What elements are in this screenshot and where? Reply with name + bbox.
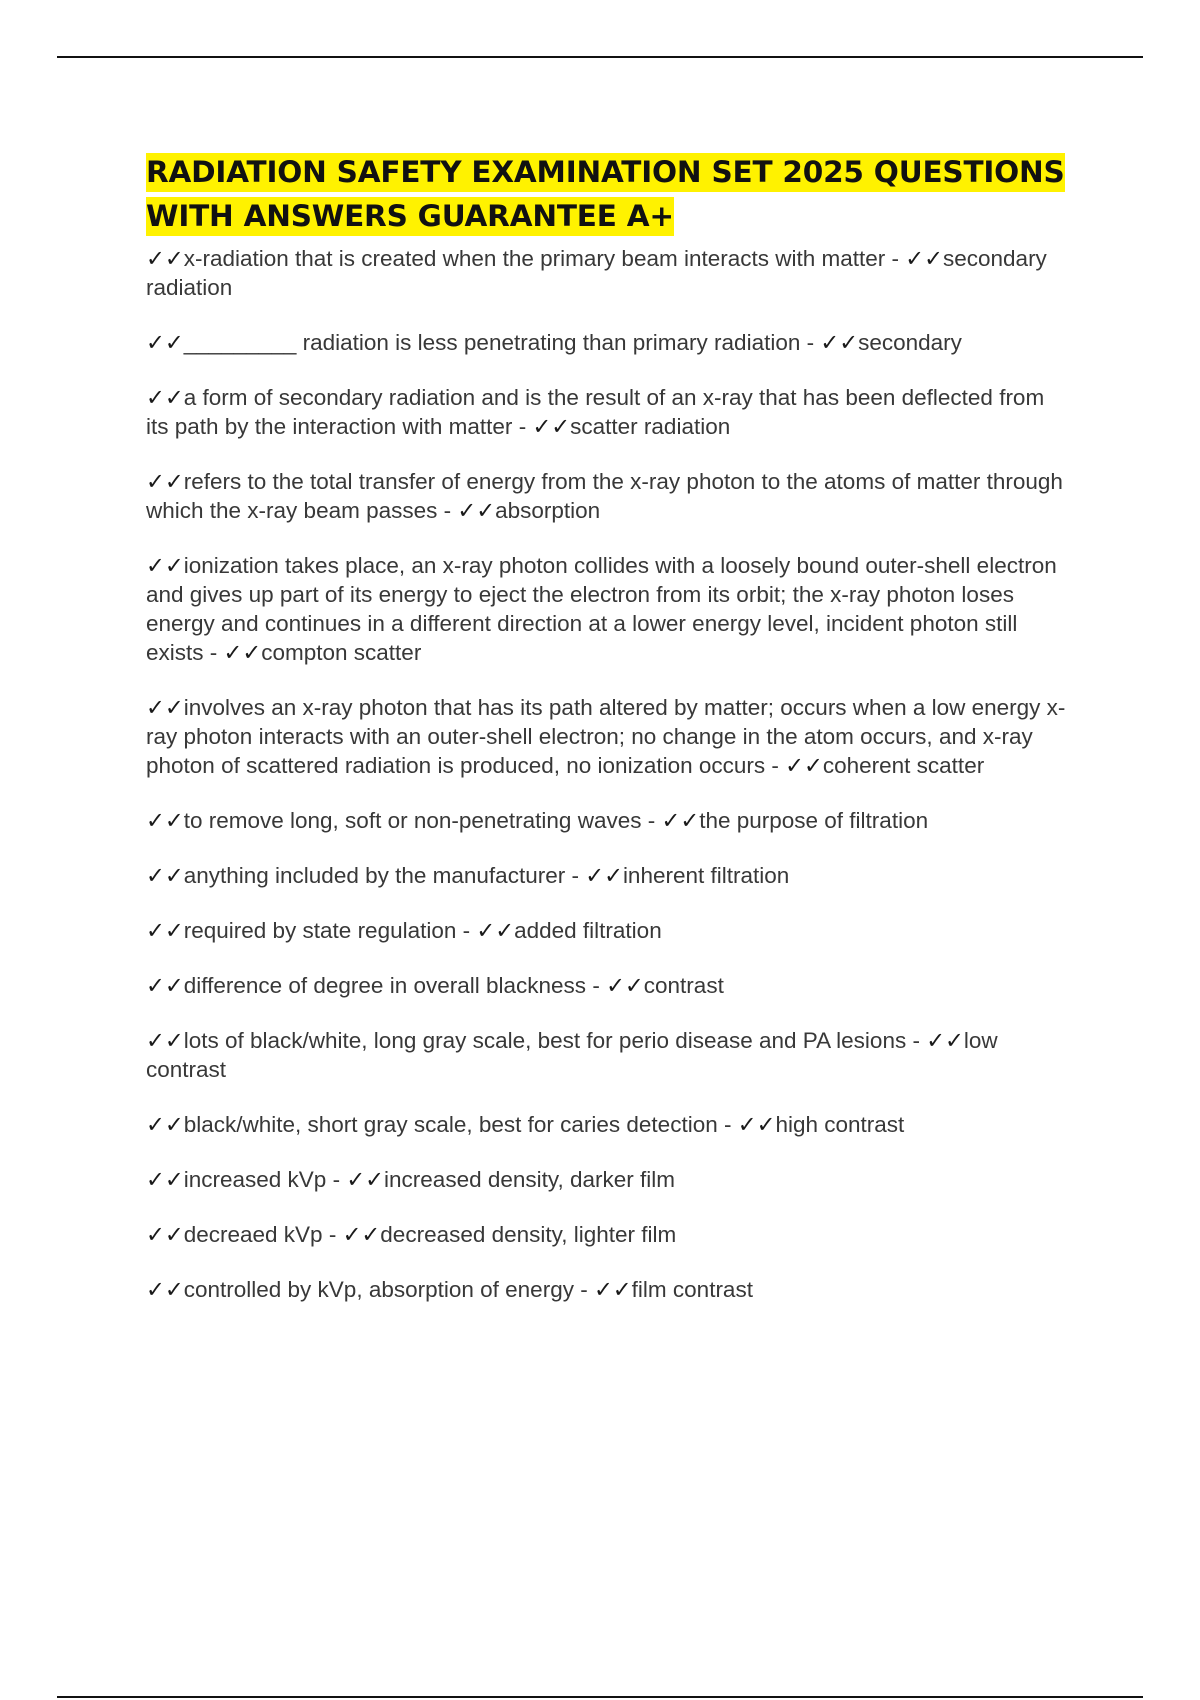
- question-text: x-radiation that is created when the primary beam interacts with matter: [183, 246, 886, 271]
- answer-text: decreased density, lighter film: [380, 1222, 677, 1247]
- question-check-mark: ✓✓: [146, 1222, 184, 1247]
- qa-item: [146, 1110, 1068, 1139]
- qa-item: [146, 1220, 1068, 1249]
- question-check-mark: ✓✓: [146, 385, 184, 410]
- question-text: controlled by kVp, absorption of energy: [183, 1277, 574, 1302]
- question-text: required by state regulation: [183, 918, 457, 943]
- answer-text: high contrast: [775, 1112, 905, 1137]
- answer-check-mark: ✓✓: [476, 918, 515, 943]
- qa-item: [146, 467, 1068, 525]
- document-body: [146, 150, 1068, 1330]
- answer-text: coherent scatter: [822, 753, 985, 778]
- question-text: ionization takes place, an x-ray photon collides with a loosely bound outer-shell electron and gives up part of its energy to eject the electron from its orbit; the x-ray photon loses energy and continues in a different direction at a lower energy level, incident photon still exists: [146, 553, 1057, 665]
- answer-check-mark: ✓✓: [346, 1167, 385, 1192]
- separator: -: [586, 973, 607, 998]
- separator: -: [906, 1028, 927, 1053]
- separator: -: [437, 498, 458, 523]
- question-text: decreaed kVp: [183, 1222, 323, 1247]
- qa-item: [146, 971, 1068, 1000]
- question-check-mark: ✓✓: [146, 973, 184, 998]
- answer-text: increased density, darker film: [384, 1167, 675, 1192]
- answer-check-mark: ✓✓: [585, 863, 623, 888]
- qa-item: [146, 383, 1068, 441]
- answer-check-mark: ✓✓: [661, 808, 700, 833]
- answer-text: film contrast: [631, 1277, 753, 1302]
- separator: -: [717, 1112, 738, 1137]
- separator: -: [573, 1277, 594, 1302]
- question-check-mark: ✓✓: [146, 1167, 184, 1192]
- question-check-mark: ✓✓: [146, 553, 184, 578]
- answer-check-mark: ✓✓: [926, 1028, 964, 1053]
- separator: -: [322, 1222, 343, 1247]
- separator: -: [326, 1167, 347, 1192]
- answer-check-mark: ✓✓: [593, 1277, 632, 1302]
- qa-item: [146, 1026, 1068, 1084]
- answer-text: added filtration: [514, 918, 662, 943]
- question-text: black/white, short gray scale, best for caries detection: [183, 1112, 718, 1137]
- question-text: involves an x-ray photon that has its path altered by matter; occurs when a low energy x-ray photon interacts with an outer-shell electron; no change in the atom occurs, and x-ray photon of scattered radiation is produced, no ionization occurs: [146, 695, 1066, 778]
- answer-text: low contrast: [146, 1028, 998, 1082]
- answer-check-mark: ✓✓: [606, 973, 644, 998]
- answer-check-mark: ✓✓: [457, 498, 496, 523]
- question-text: increased kVp: [183, 1167, 327, 1192]
- answer-check-mark: ✓✓: [905, 246, 943, 271]
- bottom-rule: [57, 1696, 1143, 1698]
- answer-text: contrast: [643, 973, 724, 998]
- separator: -: [203, 640, 224, 665]
- separator: -: [456, 918, 477, 943]
- qa-item: [146, 551, 1068, 667]
- separator: -: [512, 414, 533, 439]
- qa-list: [146, 244, 1068, 1304]
- question-text: refers to the total transfer of energy from the x-ray photon to the atoms of matter through which the x-ray beam passes: [146, 469, 1063, 523]
- question-check-mark: ✓✓: [146, 469, 184, 494]
- question-text: _________ radiation is less penetrating than primary radiation: [183, 330, 801, 355]
- question-check-mark: ✓✓: [146, 863, 184, 888]
- separator: -: [565, 863, 586, 888]
- qa-item: [146, 806, 1068, 835]
- qa-item: [146, 1165, 1068, 1194]
- question-text: anything included by the manufacturer: [183, 863, 566, 888]
- question-text: difference of degree in overall blackness: [183, 973, 587, 998]
- separator: -: [765, 753, 786, 778]
- answer-check-mark: ✓✓: [532, 414, 571, 439]
- answer-check-mark: ✓✓: [737, 1112, 776, 1137]
- answer-text: absorption: [495, 498, 601, 523]
- separator: -: [641, 808, 662, 833]
- document-title: [146, 150, 1068, 238]
- answer-text: secondary radiation: [146, 246, 1047, 300]
- separator: -: [885, 246, 906, 271]
- answer-text: inherent filtration: [622, 863, 790, 888]
- answer-check-mark: ✓✓: [785, 753, 823, 778]
- qa-item: [146, 244, 1068, 302]
- qa-item: [146, 916, 1068, 945]
- qa-item: [146, 328, 1068, 357]
- question-check-mark: ✓✓: [146, 918, 184, 943]
- separator: -: [800, 330, 821, 355]
- qa-item: [146, 861, 1068, 890]
- question-text: to remove long, soft or non-penetrating waves: [183, 808, 642, 833]
- answer-check-mark: ✓✓: [223, 640, 262, 665]
- question-check-mark: ✓✓: [146, 330, 184, 355]
- qa-item: [146, 1275, 1068, 1304]
- answer-text: secondary: [858, 330, 962, 355]
- question-check-mark: ✓✓: [146, 808, 184, 833]
- answer-text: compton scatter: [261, 640, 422, 665]
- question-text: a form of secondary radiation and is the result of an x-ray that has been deflected from its path by the interaction with matter: [146, 385, 1045, 439]
- question-check-mark: ✓✓: [146, 695, 184, 720]
- answer-text: the purpose of filtration: [699, 808, 929, 833]
- answer-check-mark: ✓✓: [342, 1222, 381, 1247]
- answer-check-mark: ✓✓: [820, 330, 859, 355]
- answer-text: scatter radiation: [570, 414, 731, 439]
- question-check-mark: ✓✓: [146, 1112, 184, 1137]
- question-check-mark: ✓✓: [146, 246, 184, 271]
- title-highlight: RADIATION SAFETY EXAMINATION SET 2025 QUESTIONS WITH ANSWERS GUARANTEE A+: [146, 153, 1065, 236]
- question-text: lots of black/white, long gray scale, best for perio disease and PA lesions: [183, 1028, 907, 1053]
- question-check-mark: ✓✓: [146, 1277, 184, 1302]
- question-check-mark: ✓✓: [146, 1028, 184, 1053]
- qa-item: [146, 693, 1068, 780]
- top-rule: [57, 56, 1143, 58]
